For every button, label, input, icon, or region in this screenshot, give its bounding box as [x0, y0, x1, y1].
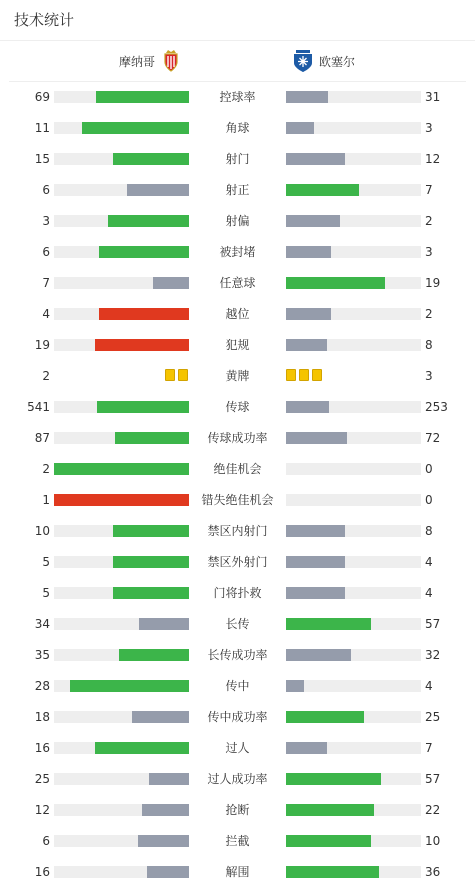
home-value: 1	[42, 493, 50, 507]
home-bar	[132, 711, 189, 723]
stat-label: 传球	[225, 400, 250, 414]
stats-list	[0, 82, 475, 888]
stat-row	[0, 609, 475, 640]
away-bar-track	[286, 153, 421, 165]
stat-row	[0, 671, 475, 702]
away-bar-track	[286, 215, 421, 227]
away-bar	[286, 618, 371, 630]
yellow-card-icon	[299, 369, 309, 381]
stat-row	[0, 237, 475, 268]
home-bar-track	[54, 215, 189, 227]
away-value: 25	[425, 710, 441, 724]
away-value: 8	[425, 338, 433, 352]
away-bar-track	[286, 804, 421, 816]
away-value: 10	[425, 834, 441, 848]
away-bar	[286, 773, 381, 785]
home-bar	[99, 246, 189, 258]
home-value: 4	[42, 307, 50, 321]
home-bar	[149, 773, 190, 785]
home-bar-track	[54, 649, 189, 661]
home-bar-track	[54, 494, 189, 506]
away-bar-track	[286, 463, 421, 475]
stat-row	[0, 702, 475, 733]
away-value: 12	[425, 152, 441, 166]
away-value: 57	[425, 772, 441, 786]
away-bar	[286, 804, 374, 816]
stat-label: 射偏	[225, 214, 250, 228]
stat-label: 传中成功率	[207, 710, 268, 724]
stat-label: 禁区内射门	[207, 524, 268, 538]
stat-label: 长传	[225, 617, 250, 631]
stat-row	[0, 547, 475, 578]
away-bar	[286, 649, 351, 661]
away-bar	[286, 556, 345, 568]
away-value: 4	[425, 555, 433, 569]
stat-label: 控球率	[219, 90, 256, 104]
stat-label: 射门	[225, 152, 250, 166]
away-bar	[286, 184, 359, 196]
home-bar-track	[54, 432, 189, 444]
away-bar-track	[286, 649, 421, 661]
home-bar-track	[54, 773, 189, 785]
auxerre-crest-icon	[293, 49, 313, 73]
home-value: 541	[27, 400, 50, 414]
away-bar-track	[286, 277, 421, 289]
away-bar	[286, 246, 331, 258]
stat-row	[0, 361, 475, 392]
away-team-name: 欧塞尔	[319, 54, 356, 69]
away-bar-track	[286, 742, 421, 754]
home-value: 69	[34, 90, 50, 104]
home-bar-track	[54, 91, 189, 103]
stat-row	[0, 113, 475, 144]
stat-row	[0, 175, 475, 206]
away-value: 2	[425, 307, 433, 321]
stat-label: 传中	[225, 679, 250, 693]
home-value: 19	[34, 338, 50, 352]
away-bar	[286, 153, 345, 165]
home-value: 16	[34, 865, 50, 879]
home-value: 12	[34, 803, 50, 817]
away-value: 0	[425, 462, 433, 476]
stat-label: 拦截	[225, 834, 250, 848]
stat-row	[0, 423, 475, 454]
home-bar-track	[54, 866, 189, 878]
away-bar-track	[286, 866, 421, 878]
home-bar	[95, 339, 190, 351]
home-bar-track	[54, 525, 189, 537]
stat-row	[0, 516, 475, 547]
away-bar-track	[286, 525, 421, 537]
stat-row	[0, 485, 475, 516]
stat-row	[0, 733, 475, 764]
away-bar-track	[286, 680, 421, 692]
home-value: 10	[34, 524, 50, 538]
stat-label: 传球成功率	[207, 431, 268, 445]
home-yellow-cards	[165, 369, 188, 381]
away-value: 57	[425, 617, 441, 631]
stat-label: 禁区外射门	[207, 555, 268, 569]
stat-row	[0, 392, 475, 423]
home-bar-track	[54, 680, 189, 692]
away-bar	[286, 308, 331, 320]
home-bar	[113, 587, 189, 599]
home-bar-track	[54, 184, 189, 196]
away-bar	[286, 742, 327, 754]
away-bar	[286, 711, 364, 723]
stat-label: 犯规	[225, 338, 250, 352]
stat-row	[0, 795, 475, 826]
stat-label: 错失绝佳机会	[201, 493, 274, 507]
away-yellow-cards	[286, 369, 322, 381]
away-bar-track	[286, 618, 421, 630]
stat-label: 抢断	[225, 803, 250, 817]
home-team-name: 摩纳哥	[118, 54, 155, 69]
away-value: 7	[425, 741, 433, 755]
stat-row	[0, 206, 475, 237]
home-bar	[113, 556, 189, 568]
home-value: 6	[42, 183, 50, 197]
home-value: 35	[34, 648, 50, 662]
home-bar-track	[54, 556, 189, 568]
home-bar	[138, 835, 189, 847]
home-bar-track	[54, 401, 189, 413]
home-bar-track	[54, 153, 189, 165]
away-bar	[286, 525, 345, 537]
home-value: 15	[34, 152, 50, 166]
away-bar	[286, 91, 328, 103]
stat-label: 绝佳机会	[213, 462, 262, 476]
home-value: 2	[42, 462, 50, 476]
away-bar-track	[286, 401, 421, 413]
away-value: 3	[425, 245, 433, 259]
stat-row	[0, 454, 475, 485]
away-bar	[286, 215, 340, 227]
page-title: 技术统计	[0, 0, 475, 41]
home-value: 6	[42, 245, 50, 259]
home-bar	[119, 649, 189, 661]
away-bar-track	[286, 835, 421, 847]
home-bar	[54, 494, 189, 506]
home-value: 7	[42, 276, 50, 290]
away-bar	[286, 339, 327, 351]
away-value: 7	[425, 183, 433, 197]
yellow-card-icon	[178, 369, 188, 381]
home-bar	[153, 277, 189, 289]
home-value: 28	[34, 679, 50, 693]
home-bar-track	[54, 742, 189, 754]
home-value: 6	[42, 834, 50, 848]
home-value: 2	[42, 369, 50, 383]
home-bar-track	[54, 711, 189, 723]
away-bar	[286, 835, 371, 847]
home-value: 16	[34, 741, 50, 755]
stat-row	[0, 578, 475, 609]
away-bar-track	[286, 773, 421, 785]
away-bar	[286, 587, 345, 599]
stat-row	[0, 764, 475, 795]
home-bar	[142, 804, 189, 816]
away-value: 3	[425, 369, 433, 383]
home-bar-track	[54, 339, 189, 351]
home-value: 5	[42, 586, 50, 600]
home-bar	[115, 432, 189, 444]
away-value: 19	[425, 276, 441, 290]
away-value: 2	[425, 214, 433, 228]
monaco-crest-icon	[163, 49, 179, 73]
home-value: 25	[34, 772, 50, 786]
home-bar-track	[54, 246, 189, 258]
home-value: 18	[34, 710, 50, 724]
home-bar	[54, 463, 189, 475]
home-bar	[127, 184, 189, 196]
away-bar-track	[286, 432, 421, 444]
teams-header	[9, 41, 466, 82]
stat-row	[0, 826, 475, 857]
away-value: 22	[425, 803, 441, 817]
home-bar	[97, 401, 189, 413]
home-bar-track	[54, 463, 189, 475]
home-value: 3	[42, 214, 50, 228]
away-value: 4	[425, 586, 433, 600]
home-value: 34	[34, 617, 50, 631]
away-bar	[286, 432, 347, 444]
away-bar-track	[286, 494, 421, 506]
home-bar-track	[54, 277, 189, 289]
away-bar-track	[286, 339, 421, 351]
stat-row	[0, 857, 475, 888]
away-bar	[286, 680, 304, 692]
away-value: 4	[425, 679, 433, 693]
stat-label: 被封堵	[219, 245, 256, 259]
home-bar	[139, 618, 189, 630]
away-bar	[286, 122, 314, 134]
stat-row	[0, 144, 475, 175]
away-value: 3	[425, 121, 433, 135]
stat-label: 射正	[225, 183, 250, 197]
stat-label: 黄牌	[225, 369, 250, 383]
away-team	[293, 49, 355, 73]
home-bar	[70, 680, 189, 692]
away-bar	[286, 401, 329, 413]
yellow-card-icon	[312, 369, 322, 381]
home-value: 11	[34, 121, 50, 135]
home-bar	[99, 308, 189, 320]
home-bar	[82, 122, 189, 134]
away-value: 8	[425, 524, 433, 538]
home-value: 5	[42, 555, 50, 569]
away-bar-track	[286, 184, 421, 196]
away-value: 36	[425, 865, 441, 879]
yellow-card-icon	[286, 369, 296, 381]
away-bar-track	[286, 246, 421, 258]
away-value: 253	[425, 400, 448, 414]
stat-label: 过人成功率	[207, 772, 268, 786]
stat-label: 门将扑救	[213, 586, 262, 600]
away-bar	[286, 866, 379, 878]
away-bar-track	[286, 587, 421, 599]
home-bar	[108, 215, 189, 227]
away-bar	[286, 277, 385, 289]
home-bar	[147, 866, 189, 878]
stat-label: 越位	[225, 307, 250, 321]
home-team	[119, 49, 179, 73]
stat-row	[0, 330, 475, 361]
stat-label: 解围	[225, 865, 250, 879]
home-bar-track	[54, 587, 189, 599]
home-bar	[95, 742, 190, 754]
home-bar-track	[54, 835, 189, 847]
home-bar	[113, 153, 189, 165]
home-bar-track	[54, 618, 189, 630]
away-bar-track	[286, 122, 421, 134]
away-bar-track	[286, 711, 421, 723]
stat-label: 过人	[225, 741, 250, 755]
home-bar-track	[54, 308, 189, 320]
home-bar	[113, 525, 189, 537]
away-bar-track	[286, 308, 421, 320]
stat-label: 任意球	[219, 276, 256, 290]
stat-row	[0, 82, 475, 113]
stat-label: 长传成功率	[207, 648, 268, 662]
away-bar-track	[286, 556, 421, 568]
yellow-card-icon	[165, 369, 175, 381]
home-bar-track	[54, 122, 189, 134]
home-bar	[96, 91, 189, 103]
home-value: 87	[34, 431, 50, 445]
stat-label: 角球	[225, 121, 250, 135]
stat-row	[0, 299, 475, 330]
away-value: 31	[425, 90, 441, 104]
away-value: 72	[425, 431, 441, 445]
stat-row	[0, 640, 475, 671]
away-bar-track	[286, 91, 421, 103]
stat-row	[0, 268, 475, 299]
away-value: 32	[425, 648, 441, 662]
home-bar-track	[54, 804, 189, 816]
away-value: 0	[425, 493, 433, 507]
